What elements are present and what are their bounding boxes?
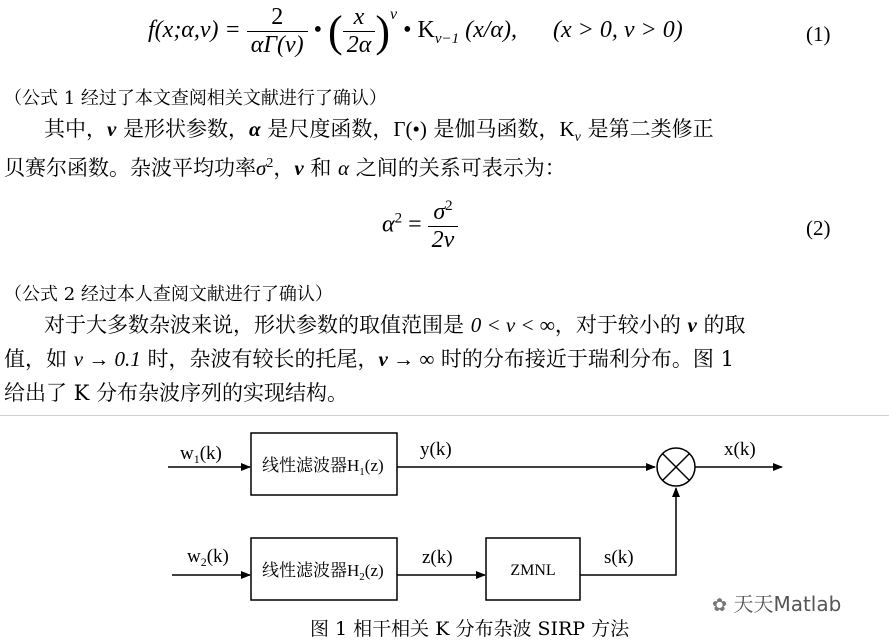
para2-line2 [4, 344, 734, 375]
para1-l2-e: 和 [303, 156, 339, 180]
para1-l2-a: 贝赛尔函数。杂波平均功率 [4, 156, 256, 180]
para2-l1-nu: ν [687, 313, 697, 337]
eq1-frac1 [247, 4, 308, 59]
para1-l1-a: 其中， [44, 117, 107, 141]
eq1-frac1-den: αΓ(ν) [250, 32, 304, 58]
para2-line1 [44, 310, 746, 341]
para1-l2-g: 之间的关系可表示为： [349, 156, 566, 180]
eq2-num [428, 198, 459, 227]
para1-l2-nu: ν [294, 156, 304, 180]
para1-l1-nu: ν [107, 117, 117, 141]
para2-l1-a: 对于大多数杂波来说，形状参数的取值范围是 [44, 313, 471, 337]
eq1-lparen: ( [328, 7, 343, 56]
para1-l1-i: 是第二类修正 [580, 117, 714, 141]
eq2-frac [428, 198, 459, 254]
watermark-text: 天天Matlab [733, 592, 842, 616]
para2-line3: 给出了 K 分布杂波序列的实现结构。 [4, 381, 349, 405]
para2-l1-e: 的取 [696, 313, 746, 337]
para1-l2-c: ， [273, 156, 295, 180]
para1-l2-sigma: σ [256, 156, 267, 180]
note-1: （公式 1 经过了本文查阅相关文献进行了确认） [4, 88, 387, 109]
para2-l2-limit2: ν → ∞ [378, 347, 435, 371]
block-diagram [0, 425, 889, 615]
eq1-number: (1) [806, 22, 831, 46]
eq1-dot: • [313, 17, 323, 44]
para1-l1-k: K [559, 117, 575, 141]
para2-l1-range: 0 < ν < ∞ [470, 313, 555, 337]
eq1-lhs: f(x;α,ν) = [148, 17, 241, 44]
para1-l2-sigma-sup: 2 [266, 156, 274, 171]
para2-l1-c: ，对于较小的 [554, 313, 688, 337]
para2-l2-limit1: ν → 0.1 [73, 347, 141, 371]
para2-l2-e: 时的分布接近于瑞利分布。图 1 [434, 347, 734, 371]
para2-l2-a: 值，如 [4, 347, 74, 371]
label-y: y(k) [420, 439, 452, 460]
eq1-frac2-num: x [343, 4, 376, 32]
eq1-frac1-num: 2 [247, 4, 308, 32]
label-w1: $w_1(k)$ [180, 443, 222, 466]
eq1-bessel: K [417, 17, 435, 44]
equation-2 [382, 198, 458, 254]
label-z: z(k) [422, 547, 453, 568]
para2-l2-c: 时，杂波有较长的托尾， [140, 347, 379, 371]
label-w2: $w_2(k)$ [187, 546, 229, 569]
wechat-icon: ✿ [712, 595, 728, 616]
label-s: s(k) [604, 547, 634, 568]
para1-l1-e: 是尺度函数， [260, 117, 394, 141]
eq1-frac2-den: 2α [346, 32, 372, 58]
eq1-exponent: ν [389, 6, 398, 24]
watermark [712, 588, 841, 617]
note-2: （公式 2 经过本人查阅文献进行了确认） [4, 284, 333, 305]
eq1-condition: (x > 0, ν > 0) [553, 17, 683, 44]
eq2-num-sigma: σ [433, 199, 446, 225]
eq2-den: 2ν [431, 227, 455, 253]
filter-h2-label: 线性滤波器$H_2(z)$ [262, 561, 384, 583]
eq1-bessel-arg: (x/α), [465, 17, 518, 44]
para1-l1-c: 是形状参数， [116, 117, 250, 141]
eq2-number: (2) [806, 216, 831, 240]
page-divider [0, 415, 889, 416]
para1-l2-alpha: α [338, 156, 350, 180]
eq2-lhs-sup: 2 [394, 210, 403, 227]
para1-line2 [4, 148, 566, 184]
para1-l1-gamma: Γ(•) [393, 117, 427, 141]
figure-caption: 图 1 相干相关 K 分布杂波 SIRP 方法 [310, 618, 630, 640]
para1-l1-alpha: α [249, 117, 261, 141]
zmnl-label: ZMNL [510, 562, 556, 579]
eq1-rparen: ) [375, 7, 390, 56]
eq2-num-sup: 2 [445, 198, 453, 214]
para1-l1-g: 是伽马函数， [426, 117, 560, 141]
eq1-bessel-sub: ν−1 [434, 30, 460, 47]
filter-h1-label: 线性滤波器$H_1(z)$ [262, 456, 384, 478]
eq1-dot2: • [403, 17, 412, 44]
equation-1 [148, 4, 683, 59]
label-x: x(k) [724, 439, 756, 460]
eq2-lhs: α [382, 211, 395, 238]
eq2-equals: = [402, 211, 428, 238]
eq1-frac2 [343, 4, 376, 59]
para1-l1-k-sub: ν [574, 130, 581, 146]
